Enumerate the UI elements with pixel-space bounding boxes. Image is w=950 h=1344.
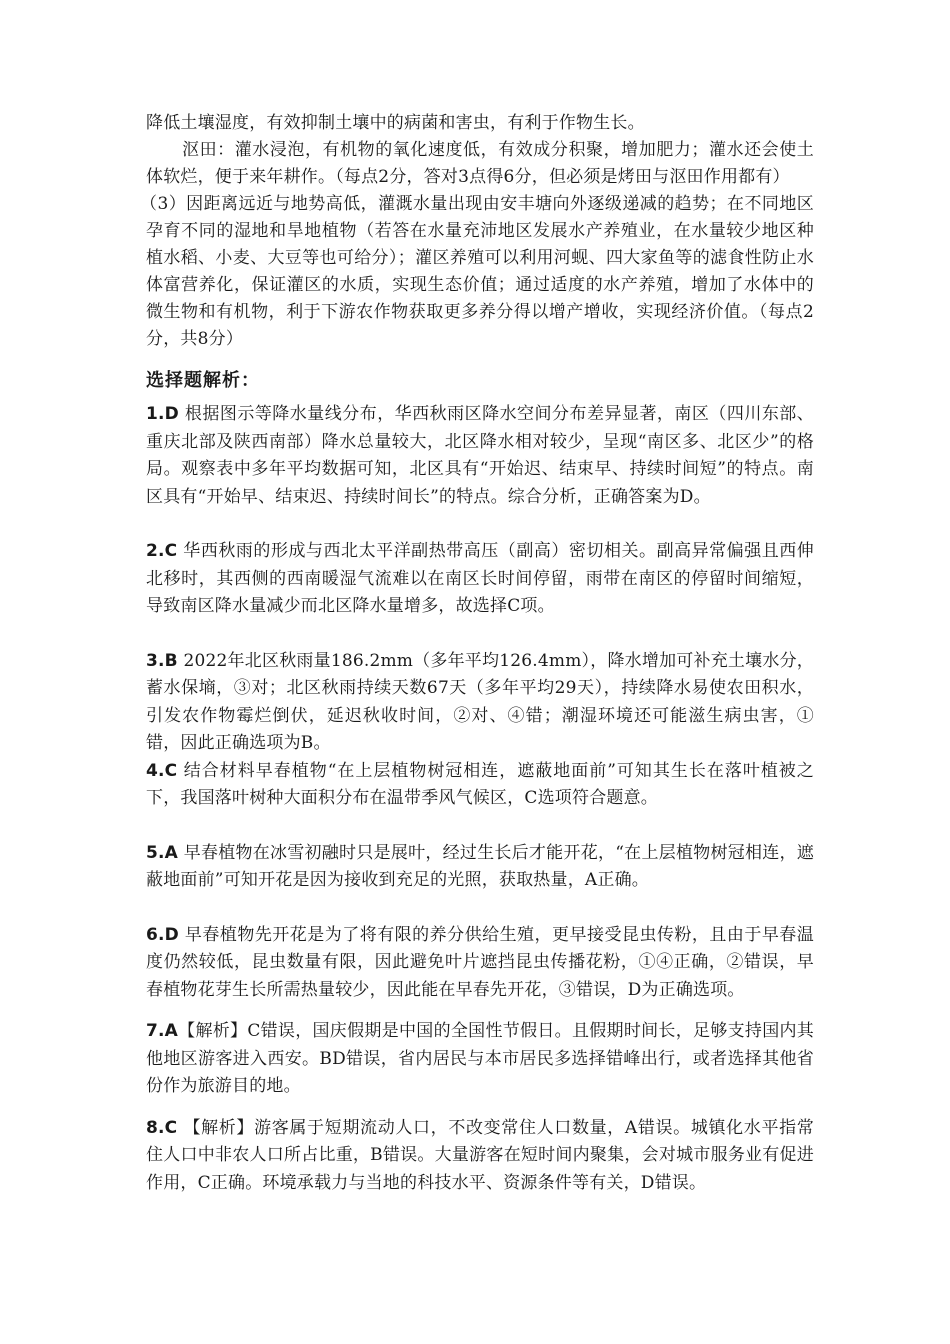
answer-number: 4.C <box>146 760 178 781</box>
answer-text: 根据图示等降水量线分布，华西秋雨区降水空间分布差异显著，南区（四川东部、重庆北部及陕西南部）降水总量较大，北区降水相对较少，呈现“南区多、北区少”的格局。观察表中多年平均数据可知，北区具有“开始迟、结束早、持续时间短”的特点。南区具有“开始早、结束迟、持续时间长”的特点。综合分析，正确答案为D。 <box>146 404 814 507</box>
answer-text: 结合材料早春植物“在上层植物树冠相连，遮蔽地面前”可知其生长在落叶植被之下，我国落叶树种大面积分布在温带季风气候区，C选项符合题意。 <box>146 760 814 808</box>
answer-item-8 <box>146 1115 814 1198</box>
answer-text: 早春植物在冰雪初融时只是展叶，经过生长后才能开花，“在上层植物树冠相连，遮蔽地面前”可知开花是因为接收到充足的光照，获取热量，A正确。 <box>146 842 814 890</box>
page-content <box>140 110 814 1197</box>
answer-item-3 <box>146 648 814 758</box>
answer-text: 【解析】C错误，国庆假期是中国的全国性节假日。且假期时间长，足够支持国内其他地区游客进入西安。BD错误，省内居民与本市居民多选择错峰出行，或者选择其他省份作为旅游目的地。 <box>146 1021 814 1096</box>
answer-item-1 <box>146 401 814 511</box>
top-paragraph-3: （3）因距离远近与地势高低，灌溉水量出现由安丰塘向外逐级递减的趋势；在不同地区孕育不同的湿地和旱地植物（若答在水量充沛地区发展水产养殖业，在水量较少地区种植水稻、小麦、大豆等也可给分）；灌区养殖可以利用河蚬、四大家鱼等的滤食性防止水体富营养化，保证灌区的水质，实现生态价值；通过适度的水产养殖，增加了水体中的微生物和有机物，利于下游农作物获取更多养分得以增产增收，实现经济价值。（每点2分，共8分） <box>140 194 814 349</box>
answer-number: 6.D <box>146 924 179 945</box>
answer-text: 早春植物先开花是为了将有限的养分供给生殖，更早接受昆虫传粉，且由于早春温度仍然较低，昆虫数量有限，因此避免叶片遮挡昆虫传播花粉，①④正确，②错误，早春植物花芽生长所需热量较少，因此能在早春先开花，③错误，D为正确选项。 <box>146 924 814 1000</box>
answer-item-6 <box>146 922 814 1005</box>
answer-item-4 <box>146 758 814 813</box>
answer-text: 【解析】游客属于短期流动人口，不改变常住人口数量，A错误。城镇化水平指常住人口中非农人口所占比重，B错误。大量游客在短时间内聚集，会对城市服务业有促进作用，C正确。环境承载力与当地的科技水平、资源条件等有关，D错误。 <box>146 1117 814 1193</box>
answer-text: 2022年北区秋雨量186.2mm（多年平均126.4mm），降水增加可补充土壤水分，蓄水保墒，③对；北区秋雨持续天数67天（多年平均29天），持续降水易使农田积水，引发农作物霉烂倒伏，延迟秋收时间，②对、④错；潮湿环境还可能滋生病虫害，①错，因此正确选项为B。 <box>146 650 814 753</box>
answer-number: 1.D <box>146 404 179 424</box>
answer-number: 2.C <box>146 541 178 561</box>
top-line-1: 降低土壤湿度，有效抑制土壤中的病菌和害虫，有利于作物生长。 <box>146 113 645 133</box>
answer-number: 3.B <box>146 650 178 671</box>
answer-number: 8.C <box>146 1117 178 1138</box>
answer-item-2 <box>146 538 814 621</box>
answer-text: 华西秋雨的形成与西北太平洋副热带高压（副高）密切相关。副高异常偏强且西伸北移时，其西侧的西南暖湿气流难以在南区长时间停留，雨带在南区的停留时间缩短，导致南区降水量减少而北区降水量增多，故选择C项。 <box>146 541 814 616</box>
answer-number: 5.A <box>146 842 179 863</box>
answer-item-7 <box>146 1018 814 1101</box>
section-title: 选择题解析： <box>146 370 260 391</box>
answer-number: 7.A <box>146 1021 179 1041</box>
answer-item-5 <box>146 840 814 895</box>
top-paragraph-2: 沤田：灌水浸泡，有机物的氧化速度低，有效成分积聚，增加肥力；灌水还会使土体软烂，便于来年耕作。（每点2分，答对3点得6分，但必须是烤田与沤田作用都有） <box>146 140 814 187</box>
